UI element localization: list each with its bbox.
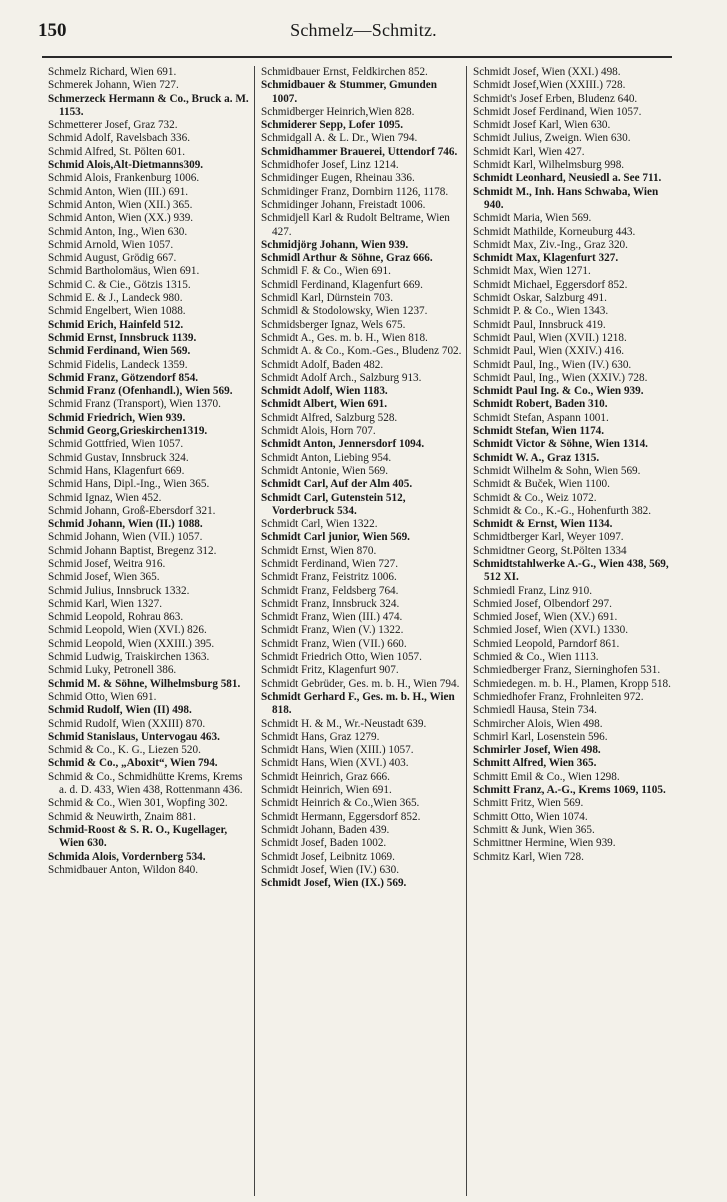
directory-entry: Schmidt Albert, Wien 691. [261,398,388,411]
directory-entry: Schmidt Fritz, Klagenfurt 907. [261,664,399,677]
directory-entry: Schmidt Franz, Feistritz 1006. [261,571,397,584]
directory-entry: Schmid Adolf, Ravelsbach 336. [48,132,191,145]
directory-entry: Schmid Ernst, Innsbruck 1139. [48,331,197,344]
directory-entry: Schmid & Co., K. G., Liezen 520. [48,744,201,757]
directory-entry: Schmiedhofer Franz, Frohnleiten 972. [473,690,644,703]
directory-entry: Schmid Friedrich, Wien 939. [48,411,186,424]
directory-entry: Schmid Leopold, Rohrau 863. [48,611,184,624]
directory-entry: Schmidt Heinrich, Wien 691. [261,784,392,797]
directory-entry: Schmied Josef, Wien (XV.) 691. [473,611,618,624]
directory-entry: Schmid Gustav, Innsbruck 324. [48,451,189,464]
directory-entry: Schmid E. & J., Landeck 980. [48,292,183,305]
directory-entry: Schmidl Arthur & Söhne, Graz 666. [261,252,433,265]
directory-entry: Schmidt Paul, Ing., Wien (XXIV.) 728. [473,371,648,384]
directory-entry: Schmidjörg Johann, Wien 939. [261,238,409,251]
directory-entry: Schmidt Paul, Ing., Wien (IV.) 630. [473,358,632,371]
directory-entry: Schmidjell Karl & Rudolt Beltrame, Wien 427. [261,212,450,238]
directory-entry: Schmidt Max, Klagenfurt 327. [473,252,619,265]
directory-entry: Schmid & Co., Schmidhütte Krems, Krems a. d. D. 433, Wien 438, Rottenmann 436. [48,770,243,797]
directory-entry: Schmid & Co., Wien 301, Wopfing 302. [48,797,228,810]
directory-entry: Schmittner Hermine, Wien 939. [473,837,616,850]
directory-entry: Schmid Johann, Wien (II.) 1088. [48,518,203,531]
directory-entry: Schmidt Paul, Wien (XVII.) 1218. [473,331,627,344]
directory-entry: Schmidt Heinrich, Graz 666. [261,770,390,783]
directory-entry: Schmidt Oskar, Salzburg 491. [473,292,607,305]
directory-entry: Schmid Alois,Alt-Dietmanns309. [48,159,204,172]
directory-entry: Schmetterer Josef, Graz 732. [48,119,178,132]
directory-entry: Schmidl Karl, Dürnstein 703. [261,292,394,305]
directory-entry: Schmid Ferdinand, Wien 569. [48,345,191,358]
directory-entry: Schmidbauer Anton, Wildon 840. [48,863,199,876]
directory-entry: Schmerzeck Hermann & Co., Bruck a. M. 1153. [48,92,249,118]
directory-entry: Schmidt Alois, Horn 707. [261,425,376,438]
directory-entry: Schmidt Carl, Gutenstein 512, Vorderbruck 534. [261,491,406,517]
directory-entry: Schmidt Adolf Arch., Salzburg 913. [261,371,422,384]
directory-entry: Schmidt Adolf, Baden 482. [261,358,384,371]
directory-entry: Schmid Engelbert, Wien 1088. [48,305,186,318]
directory-entry: Schmircher Alois, Wien 498. [473,717,603,730]
directory-entry: Schmidl & Stodolowsky, Wien 1237. [261,305,428,318]
directory-entry: Schmidt Anton, Jennersdorf 1094. [261,438,425,451]
directory-entry: Schmidt Karl, Wien 427. [473,145,585,158]
directory-entry: Schmied Josef, Wien (XVI.) 1330. [473,624,629,637]
directory-entry: Schmitt Otto, Wien 1074. [473,810,588,823]
directory-entry: Schmidt Josef Karl, Wien 630. [473,119,611,132]
directory-entry: Schmitt Fritz, Wien 569. [473,797,584,810]
directory-entry: Schmid Karl, Wien 1327. [48,597,162,610]
directory-entry: Schmitt Alfred, Wien 365. [473,757,597,770]
directory-entry: Schmid M. & Söhne, Wilhelmsburg 581. [48,677,241,690]
directory-entry: Schmidinger Johann, Freistadt 1006. [261,198,426,211]
directory-entry: Schmidt Friedrich Otto, Wien 1057. [261,651,422,664]
directory-entry: Schmidt Stefan, Wien 1174. [473,425,605,438]
directory-entry: Schmidt Franz, Feldsberg 764. [261,584,399,597]
directory-entry: Schmirler Josef, Wien 498. [473,744,601,757]
directory-entry: Schmidt P. & Co., Wien 1343. [473,305,609,318]
directory-entry: Schmidt Max, Wien 1271. [473,265,591,278]
page-number: 150 [38,20,67,41]
header-rule [42,56,672,58]
directory-entry: Schmidt M., Inh. Hans Schwaba, Wien 940. [473,185,659,211]
directory-entry: Schmidt Josef, Wien (IX.) 569. [261,877,407,890]
directory-entry: Schmid Josef, Weitra 916. [48,557,166,570]
directory-entry: Schmidt Adolf, Wien 1183. [261,385,388,398]
directory-entry: Schmid Julius, Innsbruck 1332. [48,584,190,597]
directory-entry: Schmidt Paul, Innsbruck 419. [473,318,606,331]
directory-entry: Schmied & Co., Wien 1113. [473,651,599,664]
directory-entry: Schmid Rudolf, Wien (II) 498. [48,704,192,717]
directory-entry: Schmidt Heinrich & Co.,Wien 365. [261,797,420,810]
directory-entry: Schmidt Anton, Liebing 954. [261,451,392,464]
directory-entry: Schmid-Roost & S. R. O., Kugellager, Wien 630. [48,823,228,850]
directory-entry: Schmidt Johann, Baden 439. [261,823,390,836]
directory-entry: Schmidt Ferdinand, Wien 727. [261,557,398,570]
directory-entry: Schmid Johann, Groß-Ebersdorf 321. [48,504,216,517]
directory-entry: Schmitz Karl, Wien 728. [473,850,584,863]
directory-entry: Schmid Johann, Wien (VII.) 1057. [48,531,203,544]
directory-entry: Schmid Anton, Ing., Wien 630. [48,225,188,238]
directory-entry: Schmidt Robert, Baden 310. [473,398,608,411]
directory-entry: Schmidinger Eugen, Rheinau 336. [261,172,415,185]
directory-entry: Schmiedberger Franz, Sierninghofen 531. [473,664,661,677]
directory-entry: Schmidt Gerhard F., Ges. m. b. H., Wien 818. [261,690,455,717]
directory-entry: Schmitt & Junk, Wien 365. [473,823,595,836]
directory-entry: Schmidbauer & Stummer, Gmunden 1007. [261,79,437,105]
directory-entry: Schmid Leopold, Wien (XVI.) 826. [48,624,207,637]
directory-entry: Schmidt Antonie, Wien 569. [261,464,389,477]
directory-entry: Schmidt Karl, Wilhelmsburg 998. [473,159,625,172]
directory-entry: Schmidt Paul, Wien (XXIV.) 416. [473,345,625,358]
directory-entry: Schmiderer Sepp, Lofer 1095. [261,119,404,132]
directory-entry: Schmid Franz, Götzendorf 854. [48,371,199,384]
directory-entry: Schmerek Johann, Wien 727. [48,79,179,92]
running-head: Schmelz—Schmitz. [290,20,437,40]
directory-entry: Schmidt Julius, Zweign. Wien 630. [473,132,631,145]
directory-entry: Schmidt Gebrüder, Ges. m. b. H., Wien 794. [261,677,460,690]
directory-entry: Schmirl Karl, Losenstein 596. [473,730,608,743]
directory-entry: Schmiedegen. m. b. H., Plamen, Kropp 518. [473,677,671,690]
directory-entry: Schmidsberger Ignaz, Wels 675. [261,318,406,331]
directory-entry: Schmidt Paul Ing. & Co., Wien 939. [473,385,644,398]
directory-entry: Schmid Franz (Ofenhandl.), Wien 569. [48,385,233,398]
directory-entry: Schmid Anton, Wien (XX.) 939. [48,212,194,225]
directory-entry: Schmida Alois, Vordernberg 534. [48,850,206,863]
directory-column-1 [42,66,254,1196]
directory-entry: Schmid & Neuwirth, Znaim 881. [48,810,196,823]
directory-entry: Schmidt W. A., Graz 1315. [473,451,600,464]
directory-entry: Schmidt Wilhelm & Sohn, Wien 569. [473,464,641,477]
directory-entry: Schmidt Josef, Leibnitz 1069. [261,850,395,863]
directory-entry: Schmidt Michael, Eggersdorf 852. [473,278,628,291]
directory-entry: Schmid Georg,Grieskirchen1319. [48,425,208,438]
directory-entry: Schmid & Co., „Aboxit“, Wien 794. [48,757,218,770]
directory-entry: Schmidtner Georg, St.Pölten 1334 [473,544,627,557]
directory-entry: Schmitt Franz, A.-G., Krems 1069, 1105. [473,784,666,797]
directory-entry: Schmid Hans, Klagenfurt 669. [48,464,185,477]
directory-entry: Schmiedl Hausa, Stein 734. [473,704,597,717]
directory-entry: Schmidgall A. & L. Dr., Wien 794. [261,132,418,145]
directory-entry: Schmid Stanislaus, Untervogau 463. [48,730,220,743]
directory-entry: Schmitt Emil & Co., Wien 1298. [473,770,620,783]
directory-entry: Schmelz Richard, Wien 691. [48,66,177,78]
directory-entry: Schmidtstahlwerke A.-G., Wien 438, 569, 512 XI. [473,557,669,584]
directory-entry: Schmidinger Franz, Dornbirn 1126, 1178. [261,185,449,198]
directory-entry: Schmid Franz (Transport), Wien 1370. [48,398,221,411]
directory-entry: Schmidt & Co., K.-G., Hohenfurth 382. [473,504,652,517]
directory-entry: Schmidl F. & Co., Wien 691. [261,265,391,278]
directory-entry: Schmidbauer Ernst, Feldkirchen 852. [261,66,428,78]
directory-entry: Schmied Josef, Olbendorf 297. [473,597,612,610]
directory-entry: Schmid Anton, Wien (XII.) 365. [48,198,193,211]
directory-entry: Schmid Josef, Wien 365. [48,571,160,584]
directory-entry: Schmidt Max, Ziv.-Ing., Graz 320. [473,238,628,251]
directory-entry: Schmidt Leonhard, Neusiedl a. See 711. [473,172,662,185]
directory-entry: Schmidt Ernst, Wien 870. [261,544,377,557]
directory-entry: Schmidt Hermann, Eggersdorf 852. [261,810,421,823]
directory-entry: Schmid Hans, Dipl.-Ing., Wien 365. [48,478,210,491]
directory-entry: Schmid Johann Baptist, Bregenz 312. [48,544,217,557]
directory-entry: Schmid C. & Cie., Götzis 1315. [48,278,191,291]
directory-column-2 [254,66,466,1196]
directory-entry: Schmidt Maria, Wien 569. [473,212,592,225]
directory-entry: Schmidt Stefan, Aspann 1001. [473,411,609,424]
directory-entry: Schmidt Hans, Wien (XVI.) 403. [261,757,409,770]
directory-entry: Schmidt & Ernst, Wien 1134. [473,518,613,531]
directory-entry: Schmidt A., Ges. m. b. H., Wien 818. [261,331,428,344]
directory-entry: Schmid Luky, Petronell 386. [48,664,177,677]
directory-entry: Schmidt H. & M., Wr.-Neustadt 639. [261,717,427,730]
directory-entry: Schmidt Victor & Söhne, Wien 1314. [473,438,648,451]
directory-entry: Schmid Fidelis, Landeck 1359. [48,358,188,371]
directory-entry: Schmidt Josef, Wien (IV.) 630. [261,863,400,876]
directory-entry: Schmidt Hans, Wien (XIII.) 1057. [261,744,414,757]
directory-entry: Schmidl Ferdinand, Klagenfurt 669. [261,278,423,291]
directory-entry: Schmidt's Josef Erben, Bludenz 640. [473,92,638,105]
directory-entry: Schmidhofer Josef, Linz 1214. [261,159,399,172]
directory-entry: Schmid Rudolf, Wien (XXIII) 870. [48,717,206,730]
page-header [0,0,727,60]
directory-entry: Schmidt A. & Co., Kom.-Ges., Bludenz 702. [261,345,462,358]
directory-entry: Schmidt Franz, Innsbruck 324. [261,597,400,610]
directory-entry: Schmidt Alfred, Salzburg 528. [261,411,398,424]
directory-entry: Schmid Alois, Frankenburg 1006. [48,172,200,185]
directory-entry: Schmidt Mathilde, Korneuburg 443. [473,225,636,238]
directory-entry: Schmidhammer Brauerei, Uttendorf 746. [261,145,458,158]
directory-entry: Schmid Ludwig, Traiskirchen 1363. [48,651,210,664]
directory-entry: Schmid Arnold, Wien 1057. [48,238,174,251]
directory-columns [42,66,678,1196]
directory-entry: Schmid August, Grödig 667. [48,252,177,265]
directory-entry: Schmid Otto, Wien 691. [48,690,157,703]
directory-entry: Schmid Anton, Wien (III.) 691. [48,185,189,198]
directory-entry: Schmidt Carl, Auf der Alm 405. [261,478,413,491]
directory-entry: Schmidt Franz, Wien (V.) 1322. [261,624,404,637]
directory-entry: Schmidt Josef Ferdinand, Wien 1057. [473,105,642,118]
directory-column-3 [466,66,678,1196]
directory-entry: Schmied Leopold, Parndorf 861. [473,637,620,650]
directory-entry: Schmidtberger Karl, Weyer 1097. [473,531,624,544]
directory-entry: Schmidt Carl, Wien 1322. [261,518,378,531]
directory-entry: Schmidt Josef, Wien (XXI.) 498. [473,66,621,78]
directory-entry: Schmid Erich, Hainfeld 512. [48,318,184,331]
directory-entry: Schmidt & Buček, Wien 1100. [473,478,610,491]
directory-entry: Schmiedl Franz, Linz 910. [473,584,592,597]
directory-entry: Schmid Leopold, Wien (XXIII.) 395. [48,637,215,650]
directory-entry: Schmidt Franz, Wien (VII.) 660. [261,637,407,650]
directory-entry: Schmidt & Co., Weiz 1072. [473,491,597,504]
directory-entry: Schmid Ignaz, Wien 452. [48,491,162,504]
directory-entry: Schmidt Josef,Wien (XXIII.) 728. [473,79,626,92]
directory-entry: Schmid Gottfried, Wien 1057. [48,438,184,451]
directory-entry: Schmid Alfred, St. Pölten 601. [48,145,186,158]
directory-entry: Schmidt Hans, Graz 1279. [261,730,380,743]
directory-entry: Schmidt Franz, Wien (III.) 474. [261,611,403,624]
directory-entry: Schmid Bartholomäus, Wien 691. [48,265,200,278]
directory-entry: Schmidberger Heinrich,Wien 828. [261,105,415,118]
directory-entry: Schmidt Carl junior, Wien 569. [261,531,410,544]
directory-entry: Schmidt Josef, Baden 1002. [261,837,387,850]
